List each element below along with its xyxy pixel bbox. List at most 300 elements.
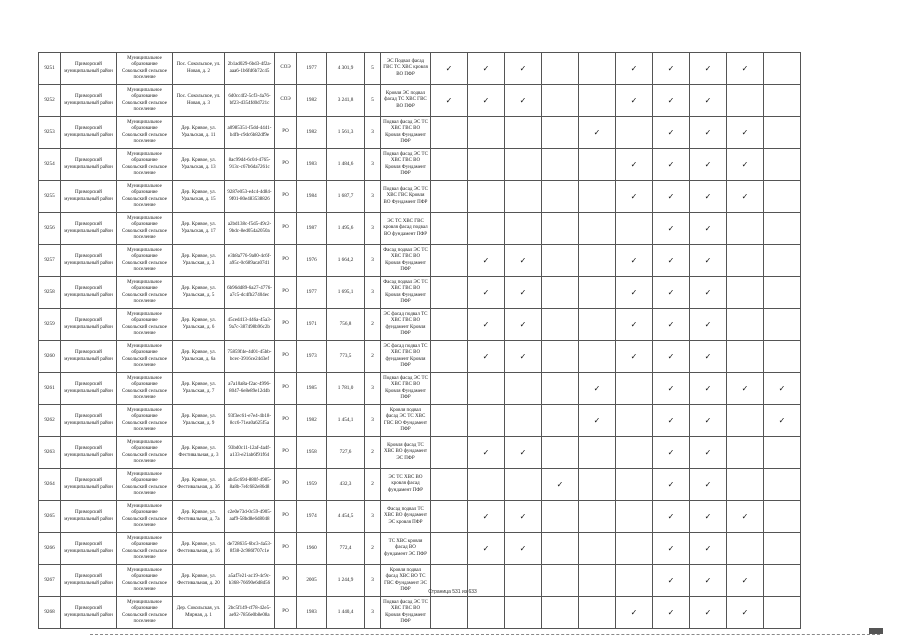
- municipal-district: Приморский муниципальный район: [61, 53, 117, 85]
- check-mark-cell: ✓: [468, 437, 505, 469]
- empty-cell: [579, 309, 616, 341]
- empty-cell: [505, 117, 542, 149]
- row-number: 9255: [39, 181, 61, 213]
- empty-cell: [431, 181, 468, 213]
- ownership-type: СОЭ: [275, 53, 297, 85]
- total-area: 1 440,4: [327, 597, 365, 629]
- empty-cell: [764, 245, 801, 277]
- row-number: 9256: [39, 213, 61, 245]
- check-mark-cell: ✓: [690, 373, 727, 405]
- build-year: 2005: [297, 565, 327, 597]
- floors-count: 3: [365, 405, 381, 437]
- ownership-type: РО: [275, 181, 297, 213]
- municipal-district: Приморский муниципальный район: [61, 309, 117, 341]
- municipal-entity: Муниципальное образование Сокольский сельское поселение: [117, 405, 173, 437]
- municipal-district: Приморский муниципальный район: [61, 213, 117, 245]
- row-number: 9253: [39, 117, 61, 149]
- ownership-type: РО: [275, 405, 297, 437]
- scan-edge-line: [90, 634, 880, 635]
- check-mark-cell: ✓: [616, 277, 653, 309]
- building-address: Дер. Кривое, ул. Фестивальная, д. 3б: [173, 469, 225, 501]
- empty-cell: [468, 373, 505, 405]
- empty-cell: [764, 533, 801, 565]
- building-address: Дер. Кривое, ул. Уральская, д. 6а: [173, 341, 225, 373]
- check-mark-cell: ✓: [616, 341, 653, 373]
- empty-cell: [542, 53, 579, 85]
- check-mark-cell: ✓: [468, 341, 505, 373]
- check-mark-cell: ✓: [690, 565, 727, 597]
- check-mark-cell: ✓: [505, 245, 542, 277]
- total-area: 727,6: [327, 437, 365, 469]
- row-number: 9254: [39, 149, 61, 181]
- ownership-type: РО: [275, 309, 297, 341]
- empty-cell: [431, 373, 468, 405]
- empty-cell: [764, 597, 801, 629]
- check-mark-cell: ✓: [653, 181, 690, 213]
- building-guid: c2e0e73d-0c59-4905-aaf9-58bd8e6d8048: [225, 501, 275, 533]
- empty-cell: [431, 245, 468, 277]
- empty-cell: [764, 277, 801, 309]
- check-mark-cell: ✓: [616, 309, 653, 341]
- check-mark-cell: ✓: [690, 309, 727, 341]
- check-mark-cell: ✓: [690, 437, 727, 469]
- table-row: [39, 53, 801, 85]
- row-number: 9257: [39, 245, 61, 277]
- floors-count: 2: [365, 469, 381, 501]
- empty-cell: [431, 437, 468, 469]
- empty-cell: [431, 213, 468, 245]
- check-mark-cell: ✓: [653, 277, 690, 309]
- check-mark-cell: ✓: [690, 245, 727, 277]
- building-guid: de728635-6bc3-4a53-8f38-2c986f707c1e: [225, 533, 275, 565]
- empty-cell: [579, 85, 616, 117]
- total-area: 1 695,1: [327, 277, 365, 309]
- empty-cell: [542, 181, 579, 213]
- ownership-type: РО: [275, 469, 297, 501]
- check-mark-cell: ✓: [690, 405, 727, 437]
- floors-count: 2: [365, 309, 381, 341]
- total-area: 4 301,9: [327, 53, 365, 85]
- ownership-type: РО: [275, 373, 297, 405]
- municipal-district: Приморский муниципальный район: [61, 501, 117, 533]
- check-mark-cell: ✓: [616, 149, 653, 181]
- empty-cell: [431, 341, 468, 373]
- scan-edge-mark: [869, 628, 883, 634]
- check-mark-cell: ✓: [579, 405, 616, 437]
- empty-cell: [542, 373, 579, 405]
- empty-cell: [468, 149, 505, 181]
- check-mark-cell: ✓: [468, 309, 505, 341]
- floors-count: 5: [365, 53, 381, 85]
- empty-cell: [764, 85, 801, 117]
- works-list: Фасад подвал ЭС ТС ХВС ГВС ВО Кровля Фундамент ПФР: [381, 277, 431, 309]
- empty-cell: [727, 469, 764, 501]
- empty-cell: [431, 597, 468, 629]
- ownership-type: РО: [275, 277, 297, 309]
- check-mark-cell: ✓: [468, 245, 505, 277]
- works-list: Фасад подвал ЭС ТС ХВС ГВС ВО Кровля Фундамент ПФР: [381, 245, 431, 277]
- municipal-district: Приморский муниципальный район: [61, 181, 117, 213]
- empty-cell: [579, 469, 616, 501]
- empty-cell: [764, 437, 801, 469]
- works-list: Подвал фасад ЭС ТС ХВС ГВС ВО Кровля Фундамент ПФР: [381, 597, 431, 629]
- ownership-type: РО: [275, 533, 297, 565]
- works-list: Подвал фасад ЭС ТС ХВС ГВС ВО Кровля Фундамент ПФР: [381, 117, 431, 149]
- empty-cell: [431, 149, 468, 181]
- total-area: 432,3: [327, 469, 365, 501]
- check-mark-cell: ✓: [690, 469, 727, 501]
- municipal-entity: Муниципальное образование Сокольский сельское поселение: [117, 437, 173, 469]
- check-mark-cell: ✓: [764, 405, 801, 437]
- check-mark-cell: ✓: [505, 277, 542, 309]
- empty-cell: [505, 213, 542, 245]
- floors-count: 3: [365, 245, 381, 277]
- empty-cell: [579, 245, 616, 277]
- empty-cell: [764, 149, 801, 181]
- check-mark-cell: ✓: [505, 85, 542, 117]
- row-number: 9268: [39, 597, 61, 629]
- row-number: 9265: [39, 501, 61, 533]
- floors-count: 5: [365, 85, 381, 117]
- row-number: 9262: [39, 405, 61, 437]
- municipal-entity: Муниципальное образование Сокольский сельское поселение: [117, 213, 173, 245]
- table-row: [39, 181, 801, 213]
- table-row: [39, 117, 801, 149]
- building-guid: 9287e053-e4c4-4d84-9f01-80e483538826: [225, 181, 275, 213]
- empty-cell: [468, 405, 505, 437]
- total-area: 1 561,3: [327, 117, 365, 149]
- total-area: 756,8: [327, 309, 365, 341]
- floors-count: 2: [365, 533, 381, 565]
- works-list: ЭС фасад подвал ТС ХВС ГВС ВО фундамент Кровля ПФР: [381, 309, 431, 341]
- works-list: ЭС ТС ХВС ВО кровля фасад фундамент ПФР: [381, 469, 431, 501]
- build-year: 1960: [297, 533, 327, 565]
- works-list: Подвал фасад ЭС ТС ХВС ГВС Кровля ВО Фундамент ПФР: [381, 181, 431, 213]
- check-mark-cell: ✓: [653, 405, 690, 437]
- building-address: Дер. Кривое, ул. Уральская, д. 15: [173, 181, 225, 213]
- row-number: 9260: [39, 341, 61, 373]
- building-address: Дер. Кривое, ул. Фестивальная, д. 16: [173, 533, 225, 565]
- municipal-entity: Муниципальное образование Сокольский сельское поселение: [117, 469, 173, 501]
- check-mark-cell: ✓: [690, 213, 727, 245]
- check-mark-cell: ✓: [653, 309, 690, 341]
- empty-cell: [431, 277, 468, 309]
- table-row: [39, 437, 801, 469]
- empty-cell: [542, 405, 579, 437]
- building-guid: 45ced413-446a-45a3-9a7c-387498b96c2b: [225, 309, 275, 341]
- check-mark-cell: ✓: [727, 181, 764, 213]
- empty-cell: [431, 117, 468, 149]
- works-list: ТС ХВС кровля фасад ВО фундамент ЭС ПФР: [381, 533, 431, 565]
- building-address: Дер. Кривое, ул. Уральская, д. 17: [173, 213, 225, 245]
- empty-cell: [727, 245, 764, 277]
- check-mark-cell: ✓: [690, 117, 727, 149]
- empty-cell: [616, 501, 653, 533]
- floors-count: 3: [365, 597, 381, 629]
- row-number: 9266: [39, 533, 61, 565]
- empty-cell: [579, 341, 616, 373]
- building-guid: a0985351-f5dd-4441-b4fb-c9dc6b82df9e: [225, 117, 275, 149]
- build-year: 1983: [297, 597, 327, 629]
- building-address: Дер. Кривое, ул. Уральская, д. 9: [173, 405, 225, 437]
- build-year: 1987: [297, 213, 327, 245]
- municipal-district: Приморский муниципальный район: [61, 85, 117, 117]
- check-mark-cell: ✓: [690, 597, 727, 629]
- building-guid: 75859f4e-4d01-45bb-bcec-3916ce24d3ef: [225, 341, 275, 373]
- empty-cell: [764, 309, 801, 341]
- check-mark-cell: ✓: [653, 469, 690, 501]
- check-mark-cell: ✓: [653, 437, 690, 469]
- check-mark-cell: ✓: [653, 117, 690, 149]
- empty-cell: [579, 533, 616, 565]
- ownership-type: РО: [275, 245, 297, 277]
- municipal-district: Приморский муниципальный район: [61, 149, 117, 181]
- empty-cell: [468, 469, 505, 501]
- municipal-district: Приморский муниципальный район: [61, 373, 117, 405]
- ownership-type: РО: [275, 341, 297, 373]
- housing-program-table: [38, 52, 801, 629]
- municipal-district: Приморский муниципальный район: [61, 565, 117, 597]
- building-address: Дер. Кривое, ул. Уральская, д. 6: [173, 309, 225, 341]
- ownership-type: РО: [275, 501, 297, 533]
- works-list: ЭС Подвал фасад ГВС ТС ХВС кровля ВО ПФР: [381, 53, 431, 85]
- building-address: Дер. Кривое, ул. Фестивальная, д. 7а: [173, 501, 225, 533]
- municipal-district: Приморский муниципальный район: [61, 405, 117, 437]
- row-number: 9251: [39, 53, 61, 85]
- empty-cell: [431, 533, 468, 565]
- municipal-district: Приморский муниципальный район: [61, 597, 117, 629]
- row-number: 9261: [39, 373, 61, 405]
- municipal-entity: Муниципальное образование Сокольский сельское поселение: [117, 85, 173, 117]
- check-mark-cell: ✓: [468, 53, 505, 85]
- empty-cell: [468, 597, 505, 629]
- check-mark-cell: ✓: [616, 53, 653, 85]
- municipal-entity: Муниципальное образование Сокольский сельское поселение: [117, 341, 173, 373]
- municipal-entity: Муниципальное образование Сокольский сельское поселение: [117, 597, 173, 629]
- table-row: [39, 533, 801, 565]
- municipal-district: Приморский муниципальный район: [61, 277, 117, 309]
- check-mark-cell: ✓: [653, 213, 690, 245]
- building-guid: a2bd138c-f5d5-49c2-9bdc-8ed054a2050a: [225, 213, 275, 245]
- check-mark-cell: ✓: [505, 341, 542, 373]
- empty-cell: [431, 309, 468, 341]
- empty-cell: [468, 213, 505, 245]
- floors-count: 3: [365, 373, 381, 405]
- municipal-district: Приморский муниципальный район: [61, 117, 117, 149]
- ownership-type: РО: [275, 565, 297, 597]
- check-mark-cell: ✓: [690, 501, 727, 533]
- empty-cell: [542, 597, 579, 629]
- check-mark-cell: ✓: [653, 341, 690, 373]
- check-mark-cell: ✓: [690, 53, 727, 85]
- check-mark-cell: ✓: [653, 53, 690, 85]
- check-mark-cell: ✓: [690, 149, 727, 181]
- building-address: Дер. Сокольская, ул. Мирная, д. 1: [173, 597, 225, 629]
- empty-cell: [616, 117, 653, 149]
- check-mark-cell: ✓: [727, 53, 764, 85]
- building-address: Дер. Кривое, ул. Уральская, д. 7: [173, 373, 225, 405]
- check-mark-cell: ✓: [690, 341, 727, 373]
- empty-cell: [579, 597, 616, 629]
- total-area: 1 244,9: [327, 565, 365, 597]
- check-mark-cell: ✓: [579, 117, 616, 149]
- municipal-district: Приморский муниципальный район: [61, 341, 117, 373]
- check-mark-cell: ✓: [431, 85, 468, 117]
- municipal-entity: Муниципальное образование Сокольский сельское поселение: [117, 501, 173, 533]
- empty-cell: [764, 341, 801, 373]
- empty-cell: [579, 501, 616, 533]
- empty-cell: [542, 85, 579, 117]
- row-number: 9263: [39, 437, 61, 469]
- building-address: Пос. Сокольское, ул. Новая, д. 2: [173, 53, 225, 85]
- check-mark-cell: ✓: [505, 437, 542, 469]
- works-list: Кровля фасад ТС ХВС ВО фундамент ЭС ПФР: [381, 437, 431, 469]
- build-year: 1983: [297, 149, 327, 181]
- empty-cell: [727, 213, 764, 245]
- total-area: 3 241,8: [327, 85, 365, 117]
- check-mark-cell: ✓: [468, 85, 505, 117]
- municipal-entity: Муниципальное образование Сокольский сельское поселение: [117, 565, 173, 597]
- empty-cell: [579, 149, 616, 181]
- empty-cell: [542, 341, 579, 373]
- ownership-type: СОЭ: [275, 85, 297, 117]
- works-list: Кровля подвал фасад ЭС ТС ХВС ГВС ВО Фундамент ПФР: [381, 405, 431, 437]
- empty-cell: [505, 469, 542, 501]
- empty-cell: [431, 469, 468, 501]
- table-row: [39, 469, 801, 501]
- table-row: [39, 309, 801, 341]
- empty-cell: [616, 405, 653, 437]
- check-mark-cell: ✓: [616, 597, 653, 629]
- total-area: 1 664,2: [327, 245, 365, 277]
- check-mark-cell: ✓: [690, 277, 727, 309]
- municipal-entity: Муниципальное образование Сокольский сельское поселение: [117, 309, 173, 341]
- building-guid: 93f3ec61-e7e4-4b18-8cc6-71ea0a625f5a: [225, 405, 275, 437]
- check-mark-cell: ✓: [727, 501, 764, 533]
- ownership-type: РО: [275, 117, 297, 149]
- building-guid: a5af7e21-ac19-4c9c-b368-76690e6d8d56: [225, 565, 275, 597]
- building-guid: 6b96dd89-6a27-4776-a7c5-dc4fb27404ec: [225, 277, 275, 309]
- building-guid: 6d0cc4f2-5cf3-4a76-bf23-d354fd0d721c: [225, 85, 275, 117]
- build-year: 1985: [297, 373, 327, 405]
- empty-cell: [431, 501, 468, 533]
- check-mark-cell: ✓: [505, 533, 542, 565]
- empty-cell: [616, 437, 653, 469]
- check-mark-cell: ✓: [505, 501, 542, 533]
- check-mark-cell: ✓: [653, 597, 690, 629]
- empty-cell: [505, 597, 542, 629]
- empty-cell: [579, 437, 616, 469]
- row-number: 9252: [39, 85, 61, 117]
- check-mark-cell: ✓: [727, 117, 764, 149]
- floors-count: 2: [365, 341, 381, 373]
- works-list: Подвал фасад ЭС ТС ХВС ГВС ВО Кровля Фундамент ПФР: [381, 373, 431, 405]
- empty-cell: [542, 149, 579, 181]
- check-mark-cell: ✓: [690, 85, 727, 117]
- check-mark-cell: ✓: [616, 85, 653, 117]
- building-guid: a7a10a8a-f2ac-4996-8047-6e8e89e12d4b: [225, 373, 275, 405]
- ownership-type: РО: [275, 213, 297, 245]
- table-row: [39, 149, 801, 181]
- empty-cell: [579, 277, 616, 309]
- table-row: [39, 597, 801, 629]
- empty-cell: [727, 277, 764, 309]
- empty-cell: [579, 53, 616, 85]
- empty-cell: [727, 437, 764, 469]
- total-area: 1 687,7: [327, 181, 365, 213]
- municipal-district: Приморский муниципальный район: [61, 533, 117, 565]
- municipal-district: Приморский муниципальный район: [61, 469, 117, 501]
- check-mark-cell: ✓: [653, 501, 690, 533]
- check-mark-cell: ✓: [727, 373, 764, 405]
- build-year: 1982: [297, 117, 327, 149]
- build-year: 1959: [297, 469, 327, 501]
- check-mark-cell: ✓: [431, 53, 468, 85]
- works-list: Кровля ЭС подвал фасад ТС ХВС ГВС ВО ПФР: [381, 85, 431, 117]
- build-year: 1974: [297, 501, 327, 533]
- row-number: 9258: [39, 277, 61, 309]
- check-mark-cell: ✓: [579, 373, 616, 405]
- municipal-entity: Муниципальное образование Сокольский сельское поселение: [117, 53, 173, 85]
- building-address: Дер. Кривое, ул. Уральская, д. 3: [173, 245, 225, 277]
- empty-cell: [468, 117, 505, 149]
- empty-cell: [616, 373, 653, 405]
- empty-cell: [727, 341, 764, 373]
- empty-cell: [579, 213, 616, 245]
- total-area: 1 495,6: [327, 213, 365, 245]
- build-year: 1976: [297, 245, 327, 277]
- empty-cell: [542, 309, 579, 341]
- check-mark-cell: ✓: [690, 181, 727, 213]
- building-address: Дер. Кривое, ул. Фестивальная, д. 3: [173, 437, 225, 469]
- empty-cell: [616, 533, 653, 565]
- check-mark-cell: ✓: [616, 181, 653, 213]
- total-area: 772,4: [327, 533, 365, 565]
- check-mark-cell: ✓: [690, 533, 727, 565]
- works-list: Кровля подвал фасад ХВС ВО ТС ГВС Фундамент ЭС ПФР: [381, 565, 431, 597]
- empty-cell: [764, 213, 801, 245]
- build-year: 1958: [297, 437, 327, 469]
- build-year: 1982: [297, 405, 327, 437]
- row-number: 9264: [39, 469, 61, 501]
- check-mark-cell: ✓: [505, 309, 542, 341]
- building-guid: 2b1ad029-6bd3-4f2a-aaa6-1b6fd6b72c45: [225, 53, 275, 85]
- check-mark-cell: ✓: [505, 53, 542, 85]
- build-year: 1984: [297, 181, 327, 213]
- check-mark-cell: ✓: [653, 373, 690, 405]
- total-area: 1 454,1: [327, 405, 365, 437]
- building-guid: 8ac99d4-6c04-4765-913c-c67b6da7261c: [225, 149, 275, 181]
- empty-cell: [505, 149, 542, 181]
- build-year: 1977: [297, 53, 327, 85]
- empty-cell: [727, 405, 764, 437]
- building-address: Дер. Кривое, ул. Фестивальная, д. 20: [173, 565, 225, 597]
- municipal-entity: Муниципальное образование Сокольский сельское поселение: [117, 533, 173, 565]
- building-address: Дер. Кривое, ул. Уральская, д. 13: [173, 149, 225, 181]
- page-footer: Страница 531 из 633: [428, 589, 477, 595]
- empty-cell: [616, 469, 653, 501]
- works-list: ЭС ТС ХВС ГВС кровля фасад подвал ВО фундамент ПФР: [381, 213, 431, 245]
- empty-cell: [764, 501, 801, 533]
- check-mark-cell: ✓: [764, 373, 801, 405]
- build-year: 1982: [297, 85, 327, 117]
- check-mark-cell: ✓: [616, 245, 653, 277]
- building-address: Дер. Кривое, ул. Уральская, д. 5: [173, 277, 225, 309]
- building-address: Дер. Кривое, ул. Уральская, д. 11: [173, 117, 225, 149]
- floors-count: 3: [365, 501, 381, 533]
- empty-cell: [764, 181, 801, 213]
- row-number: 9259: [39, 309, 61, 341]
